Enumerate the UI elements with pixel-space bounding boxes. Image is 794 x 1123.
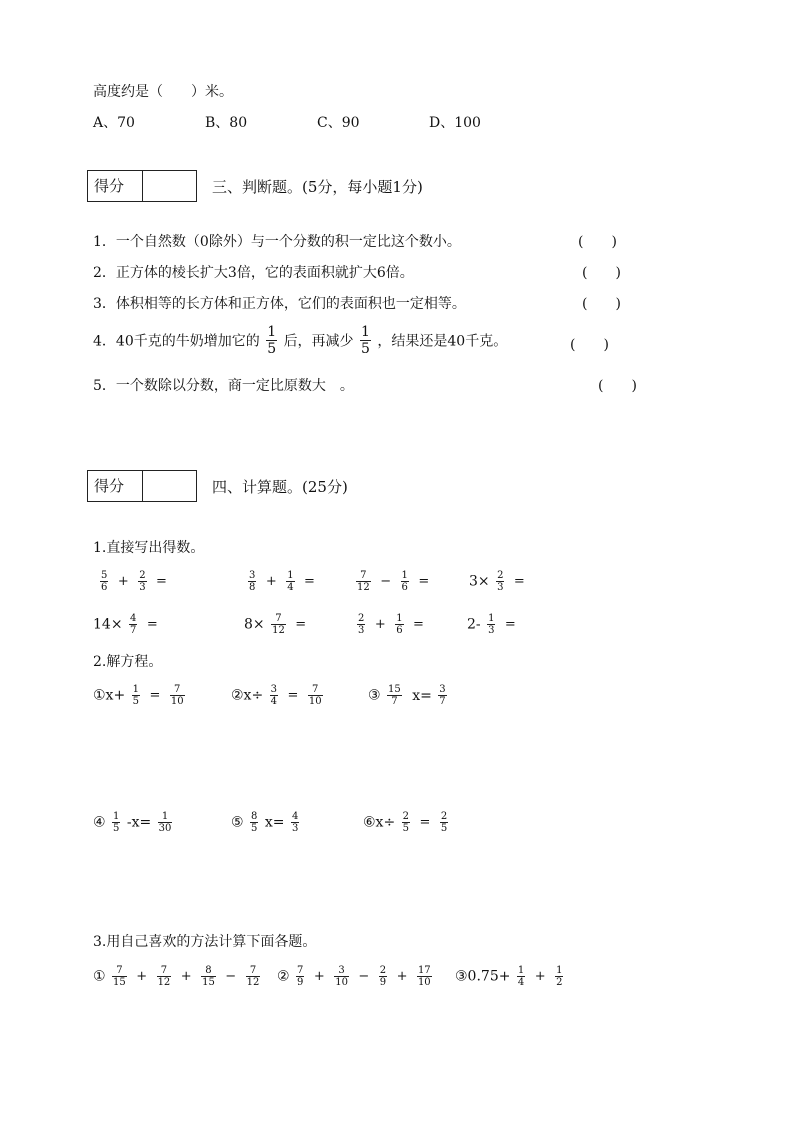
expression-1: ① $\frac{7}{15}$ + $\frac{7}{12}$ + $\frac{8}{15}$ − $\frac{7}{12}$ xyxy=(93,965,260,988)
option-d: D、100 xyxy=(429,115,481,131)
equation-6: ⑥x÷ $\frac{2}{5}$ = $\frac{2}{5}$ xyxy=(363,811,448,834)
equation-1: ①x+ $\frac{1}{5}$ = $\frac{7}{10}$ xyxy=(93,684,184,707)
equation-5: ⑤ $\frac{8}{5}$ x= $\frac{4}{3}$ xyxy=(231,811,299,834)
calc-item: $\frac{7}{12}$ − $\frac{1}{6}$ = xyxy=(357,570,430,593)
equation-2: ②x÷ $\frac{3}{4}$ = $\frac{7}{10}$ xyxy=(231,684,322,707)
item4-pre: 4．40千克的牛奶增加它的 xyxy=(93,333,260,350)
judge-item-3: 3．体积相等的长方体和正方体，它们的表面积也一定相等。 xyxy=(93,296,466,312)
expression-3: ③0.75+ $\frac{1}{4}$ + $\frac{1}{2}$ xyxy=(455,965,563,988)
expression-2: ② $\frac{7}{9}$ + $\frac{3}{10}$ − $\frac{2}{9}$ + $\frac{17}{10}$ xyxy=(277,965,431,988)
judge-item-2: 2．正方体的棱长扩大3倍，它的表面积就扩大6倍。 xyxy=(93,265,414,281)
calc-item: 2- $\frac{1}{3}$ = xyxy=(467,613,516,636)
calc-item: 14× $\frac{4}{7}$ = xyxy=(93,613,158,636)
calc-item: 3× $\frac{2}{3}$ = xyxy=(469,570,525,593)
fraction: $\frac{1}{5}$ xyxy=(267,324,277,357)
score-box[interactable] xyxy=(87,170,197,202)
calc-item: $\frac{3}{8}$ + $\frac{1}{4}$ = xyxy=(249,570,315,593)
score-box[interactable] xyxy=(87,470,197,502)
score-label: 得分 xyxy=(88,171,143,201)
item4-mid: 后，再减少 xyxy=(283,333,354,350)
answer-paren[interactable]: ( ) xyxy=(582,296,621,312)
section-title: 四、计算题。(25分) xyxy=(212,478,348,496)
score-label: 得分 xyxy=(88,471,143,501)
answer-paren[interactable]: ( ) xyxy=(582,265,621,281)
fraction: $\frac{1}{5}$ xyxy=(361,324,370,357)
part2-title: 2.解方程。 xyxy=(93,654,163,670)
calc-item: $\frac{2}{3}$ + $\frac{1}{6}$ = xyxy=(358,613,424,636)
calc-item: 8× $\frac{7}{12}$ = xyxy=(244,613,307,636)
equation-4: ④ $\frac{1}{5}$ -x= $\frac{1}{30}$ xyxy=(93,811,172,834)
option-a: A、70 xyxy=(93,115,135,131)
judge-item-4 xyxy=(93,324,507,357)
judge-item-1: 1．一个自然数（0除外）与一个分数的积一定比这个数小。 xyxy=(93,234,461,250)
question-tail: 高度约是（ ）米。 xyxy=(93,84,233,100)
judge-item-5: 5．一个数除以分数，商一定比原数大 。 xyxy=(93,378,354,394)
answer-paren[interactable]: ( ) xyxy=(598,378,637,394)
answer-paren[interactable]: ( ) xyxy=(570,337,609,353)
part1-title: 1.直接写出得数。 xyxy=(93,540,205,556)
calc-item: $\frac{5}{6}$ + $\frac{2}{3}$ = xyxy=(101,570,167,593)
part3-title: 3.用自己喜欢的方法计算下面各题。 xyxy=(93,934,317,950)
option-b: B、80 xyxy=(205,115,248,131)
section-title: 三、判断题。(5分，每小题1分) xyxy=(212,178,423,196)
equation-3: ③ $\frac{15}{7}$ x= $\frac{3}{7}$ xyxy=(368,684,446,707)
answer-paren[interactable]: ( ) xyxy=(578,234,617,250)
option-c: C、90 xyxy=(317,115,360,131)
item4-post: ，结果还是40千克。 xyxy=(377,333,508,350)
